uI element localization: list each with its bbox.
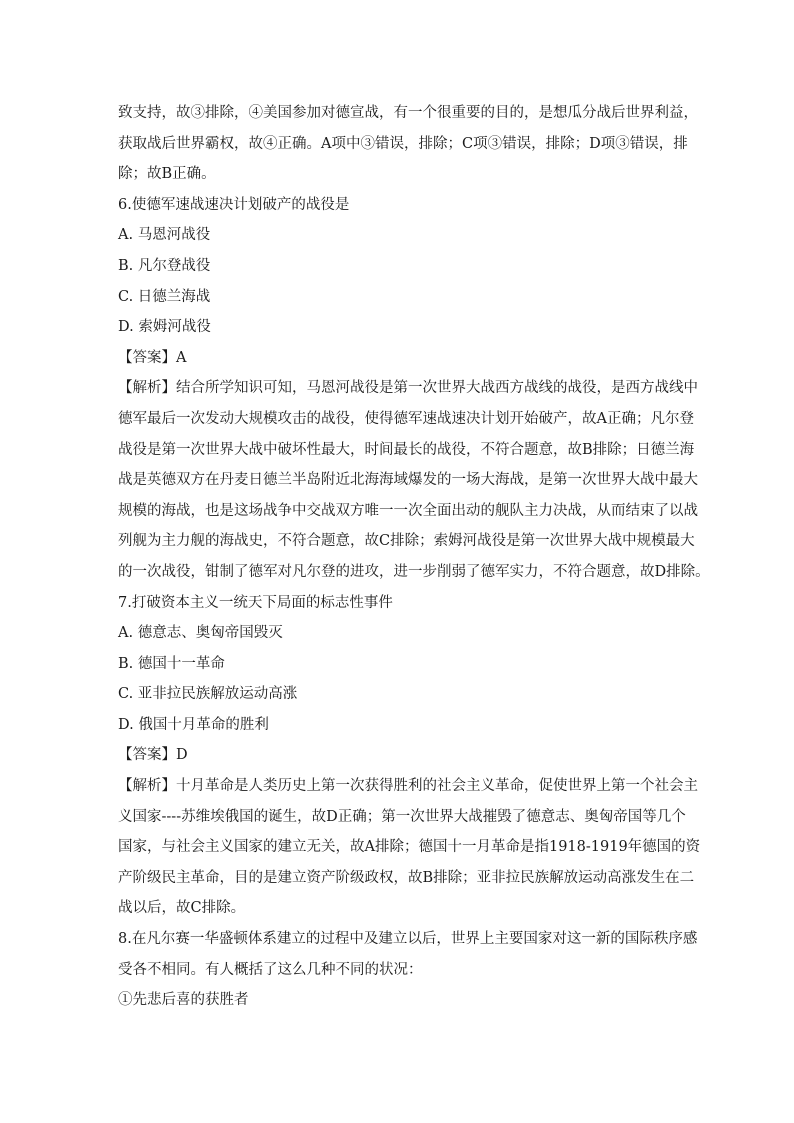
question-7-option-c: C. 亚非拉民族解放运动高涨 [118,686,298,703]
question-7-analysis-line: 义国家----苏维埃俄国的诞生，故D正确；第一次世界大战摧毁了德意志、奥匈帝国等几个 [118,808,686,825]
question-6-option-d: D. 索姆河战役 [118,319,211,336]
question-8-item-1: ①先悲后喜的获胜者 [118,992,249,1009]
question-7-option-d: D. 俄国十月革命的胜利 [118,716,269,733]
question-7-analysis-line: 【解析】十月革命是人类历史上第一次获得胜利的社会主义革命，促使世界上第一个社会主 [118,778,698,795]
text-line: 除；故B正确。 [118,166,216,183]
question-6-analysis-line: 【解析】结合所学知识可知，马恩河战役是第一次世界大战西方战线的战役，是西方战线中 [118,380,698,397]
question-7-analysis-line: 战以后，故C排除。 [118,900,246,917]
question-6-stem: 6.使德军速战速决计划破产的战役是 [118,196,350,213]
question-7-analysis-line: 国家，与社会主义国家的建立无关，故A排除；德国十一月革命是指1918-1919年德国的资 [118,839,701,856]
question-7-option-a: A. 德意志、奥匈帝国毁灭 [118,625,283,642]
question-6-analysis-line: 的一次战役，钳制了德军对凡尔登的进攻，进一步削弱了德军实力，不符合题意，故D排除。 [118,563,710,580]
question-6-option-a: A. 马恩河战役 [118,227,211,244]
question-6-analysis-line: 战役是第一次世界大战中破坏性最大，时间最长的战役，不符合题意，故B排除；日德兰海 [118,441,695,458]
question-8-stem: 8.在凡尔赛一华盛顿体系建立的过程中及建立以后，世界上主要国家对这一新的国际秩序感 [118,931,698,948]
question-6-analysis-line: 列舰为主力舰的海战史，不符合题意，故C排除；索姆河战役是第一次世界大战中规模最大 [118,533,695,550]
text-line: 致支持，故③排除，④美国参加对德宣战，有一个很重要的目的，是想瓜分战后世界利益， [118,105,698,121]
question-6-option-c: C. 日德兰海战 [118,288,211,305]
text-line: 获取战后世界霸权，故④正确。A项中③错误，排除；C项③错误，排除；D项③错误，排 [118,135,688,152]
question-6-analysis-line: 德军最后一次发动大规模攻击的战役，使得德军速战速决计划开始破产，故A正确；凡尔登 [118,410,694,427]
question-7-option-b: B. 德国十一革命 [118,655,225,672]
question-7-stem: 7.打破资本主义一统天下局面的标志性事件 [118,594,393,611]
question-6-analysis-line: 战是英德双方在丹麦日德兰半岛附近北海海域爆发的一场大海战，是第一次世界大战中最大 [118,472,698,489]
question-8-stem: 受各不相同。有人概括了这么几种不同的状况： [118,961,423,978]
question-6-option-b: B. 凡尔登战役 [118,257,211,274]
question-6-analysis-line: 规模的海战，也是这场战争中交战双方唯一一次全面出动的舰队主力决战，从而结束了以战 [118,502,698,519]
question-7-answer: 【答案】D [118,747,188,764]
question-7-analysis-line: 产阶级民主革命，目的是建立资产阶级政权，故B排除；亚非拉民族解放运动高涨发生在二 [118,869,695,886]
question-6-answer: 【答案】A [118,349,187,366]
document-page [118,98,710,1016]
